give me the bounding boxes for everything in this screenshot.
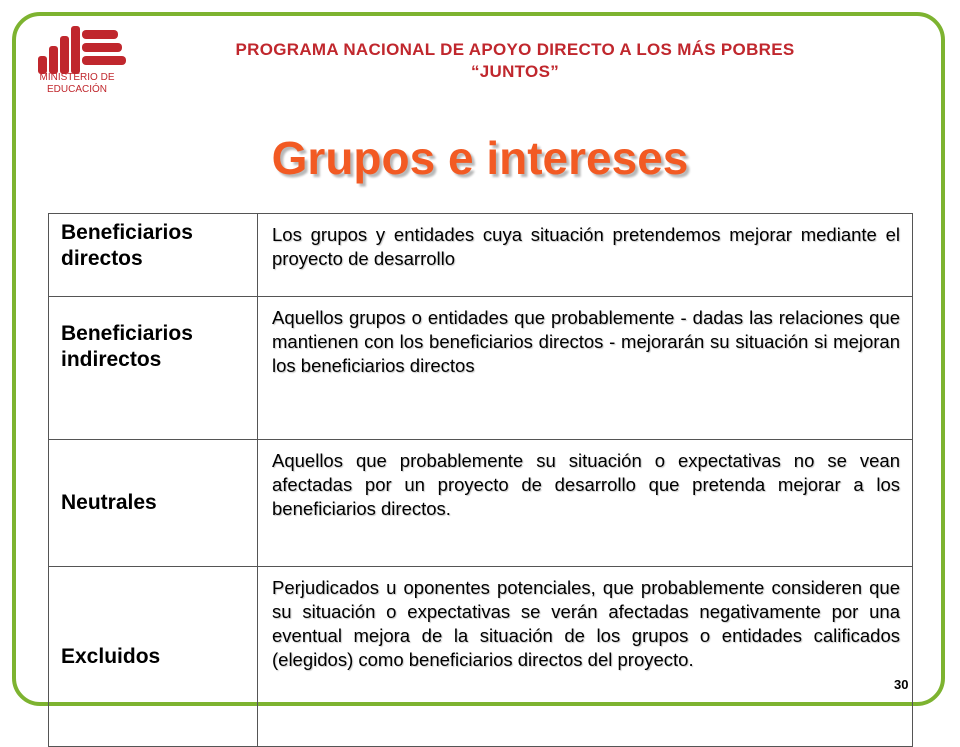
program-header	[150, 39, 880, 83]
description-cell: Perjudicados u oponentes potenciales, que probablemente consideren que su situación o expectativas se verán afectadas negativamente por una eventual mejora de la situación de los grupos o entidades calificados (elegidos) como beneficiarios directos del proyecto.	[258, 567, 913, 747]
slide-title: Grupos e intereses	[271, 132, 689, 184]
table-row	[49, 440, 913, 567]
page-number: 30	[894, 677, 909, 692]
ministry-label	[24, 72, 130, 96]
description-cell: Aquellos que probablemente su situación o expectativas no se vean afectadas por un proyecto de desarrollo que pretenda mejorar a los beneficiarios directos.	[258, 440, 913, 567]
stakeholder-table	[48, 213, 913, 747]
description-cell: Aquellos grupos o entidades que probablemente - dadas las relaciones que mantienen con los beneficiarios directos - mejorarán su situación si mejoran los beneficiarios directos	[258, 297, 913, 440]
table-row	[49, 297, 913, 440]
description-cell: Los grupos y entidades cuya situación pretendemos mejorar mediante el proyecto de desarrollo	[258, 214, 913, 297]
table-row	[49, 214, 913, 297]
ministry-label-line1: MINISTERIO DE	[39, 72, 115, 83]
program-header-line1: PROGRAMA NACIONAL DE APOYO DIRECTO A LOS MÁS POBRES	[235, 40, 795, 59]
term-cell: Excluidos	[49, 567, 258, 747]
program-header-line2: “JUNTOS”	[470, 62, 560, 81]
term-cell: Beneficiarios directos	[49, 214, 258, 297]
ministry-label-line2: EDUCACIÓN	[46, 84, 107, 95]
term-cell: Neutrales	[49, 440, 258, 567]
term-cell: Beneficiarios indirectos	[49, 297, 258, 440]
